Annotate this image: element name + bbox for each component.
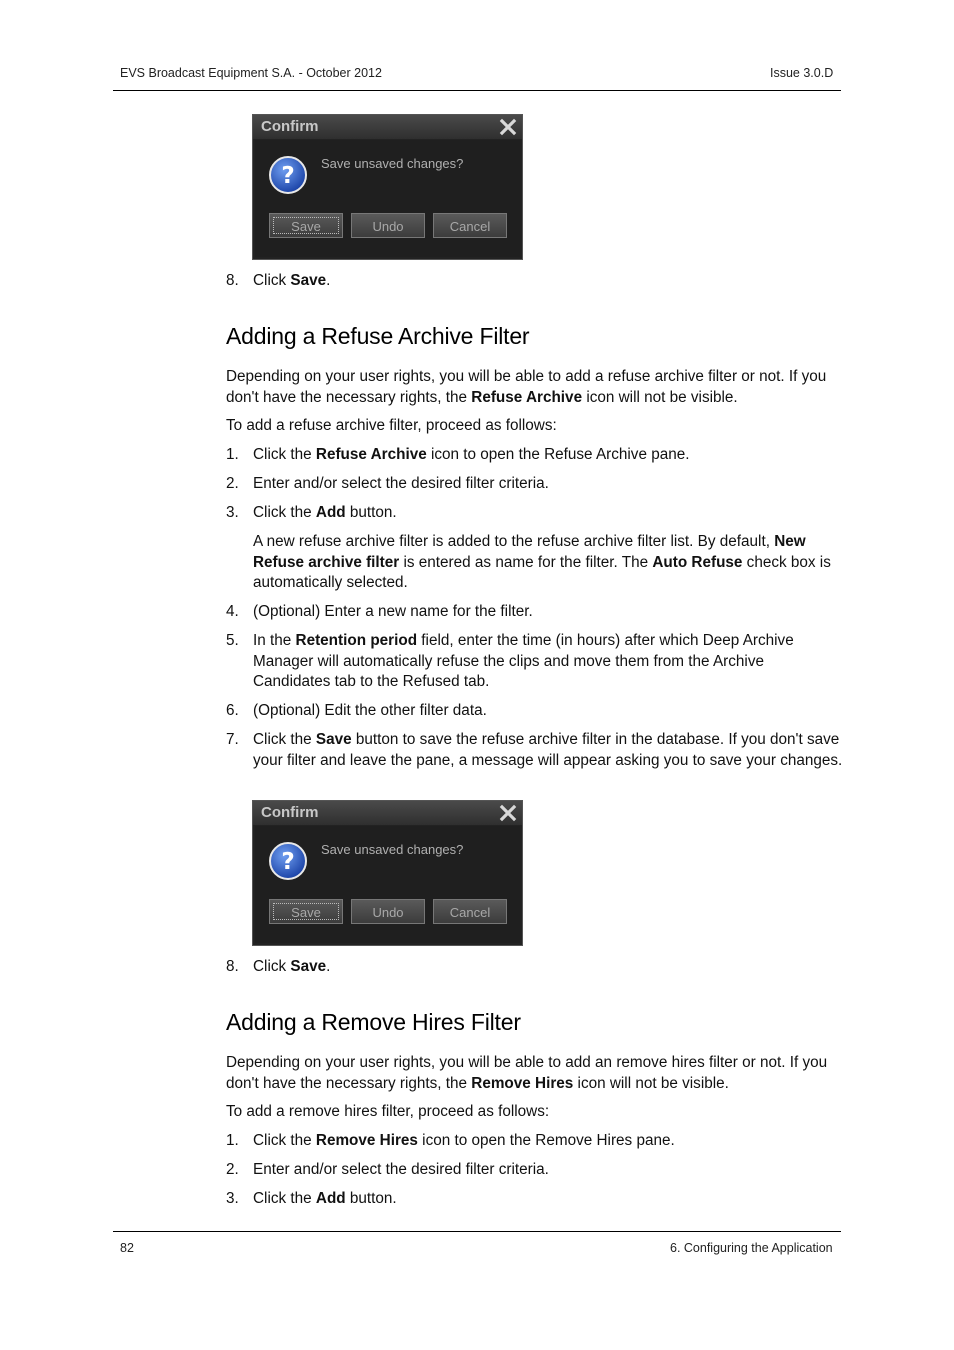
footer-rule: [113, 1231, 841, 1232]
svg-text:?: ?: [281, 163, 295, 189]
dialog-message: Save unsaved changes?: [321, 156, 464, 171]
cancel-button[interactable]: Cancel: [433, 899, 507, 924]
section2-lead: To add a remove hires filter, proceed as follows:: [226, 1103, 550, 1120]
dialog-body: [255, 140, 520, 257]
header-rule: [113, 90, 841, 91]
header-doc-title: EVS Broadcast Equipment S.A. - October 2012: [120, 66, 382, 80]
close-icon[interactable]: [499, 804, 517, 822]
save-button[interactable]: Save: [269, 899, 343, 924]
section1-intro: Depending on your user rights, you will be able to add a refuse archive filter or not. If you don't have the necessary rights, the Refuse Archive icon will not be visible.: [226, 368, 827, 406]
question-icon: [268, 155, 308, 195]
section1-lead: To add a refuse archive filter, proceed as follows:: [226, 417, 557, 434]
svg-text:?: ?: [281, 849, 295, 875]
section-heading-refuse-archive: Adding a Refuse Archive Filter: [226, 323, 530, 349]
close-icon[interactable]: [499, 118, 517, 136]
cancel-button[interactable]: Cancel: [433, 213, 507, 238]
dialog-title: Confirm: [261, 804, 319, 821]
section-heading-remove-hires: Adding a Remove Hires Filter: [226, 1009, 521, 1035]
save-button[interactable]: Save: [269, 213, 343, 238]
undo-button[interactable]: Undo: [351, 213, 425, 238]
page-number: 82: [120, 1241, 134, 1255]
confirm-dialog-screenshot-1: [252, 114, 523, 260]
section2-intro: Depending on your user rights, you will be able to add an remove hires filter or not. If you don't have the necessary rights, the Remove Hires icon will not be visible.: [226, 1054, 828, 1092]
dialog-message: Save unsaved changes?: [321, 842, 464, 857]
dialog-title-bar: [253, 801, 522, 825]
undo-button[interactable]: Undo: [351, 899, 425, 924]
confirm-dialog-screenshot-2: [252, 800, 523, 946]
dialog-title: Confirm: [261, 118, 319, 135]
dialog-title-bar: [253, 115, 522, 139]
question-icon: [268, 841, 308, 881]
footer-chapter: 6. Configuring the Application: [670, 1241, 833, 1255]
header-issue: Issue 3.0.D: [770, 66, 834, 80]
dialog-body: [255, 826, 520, 943]
step-note: A new refuse archive filter is added to the refuse archive filter list. By default, New Refuse archive filter is entered as name for the filter. The Auto Refuse check box is automatically selected.: [253, 533, 831, 592]
